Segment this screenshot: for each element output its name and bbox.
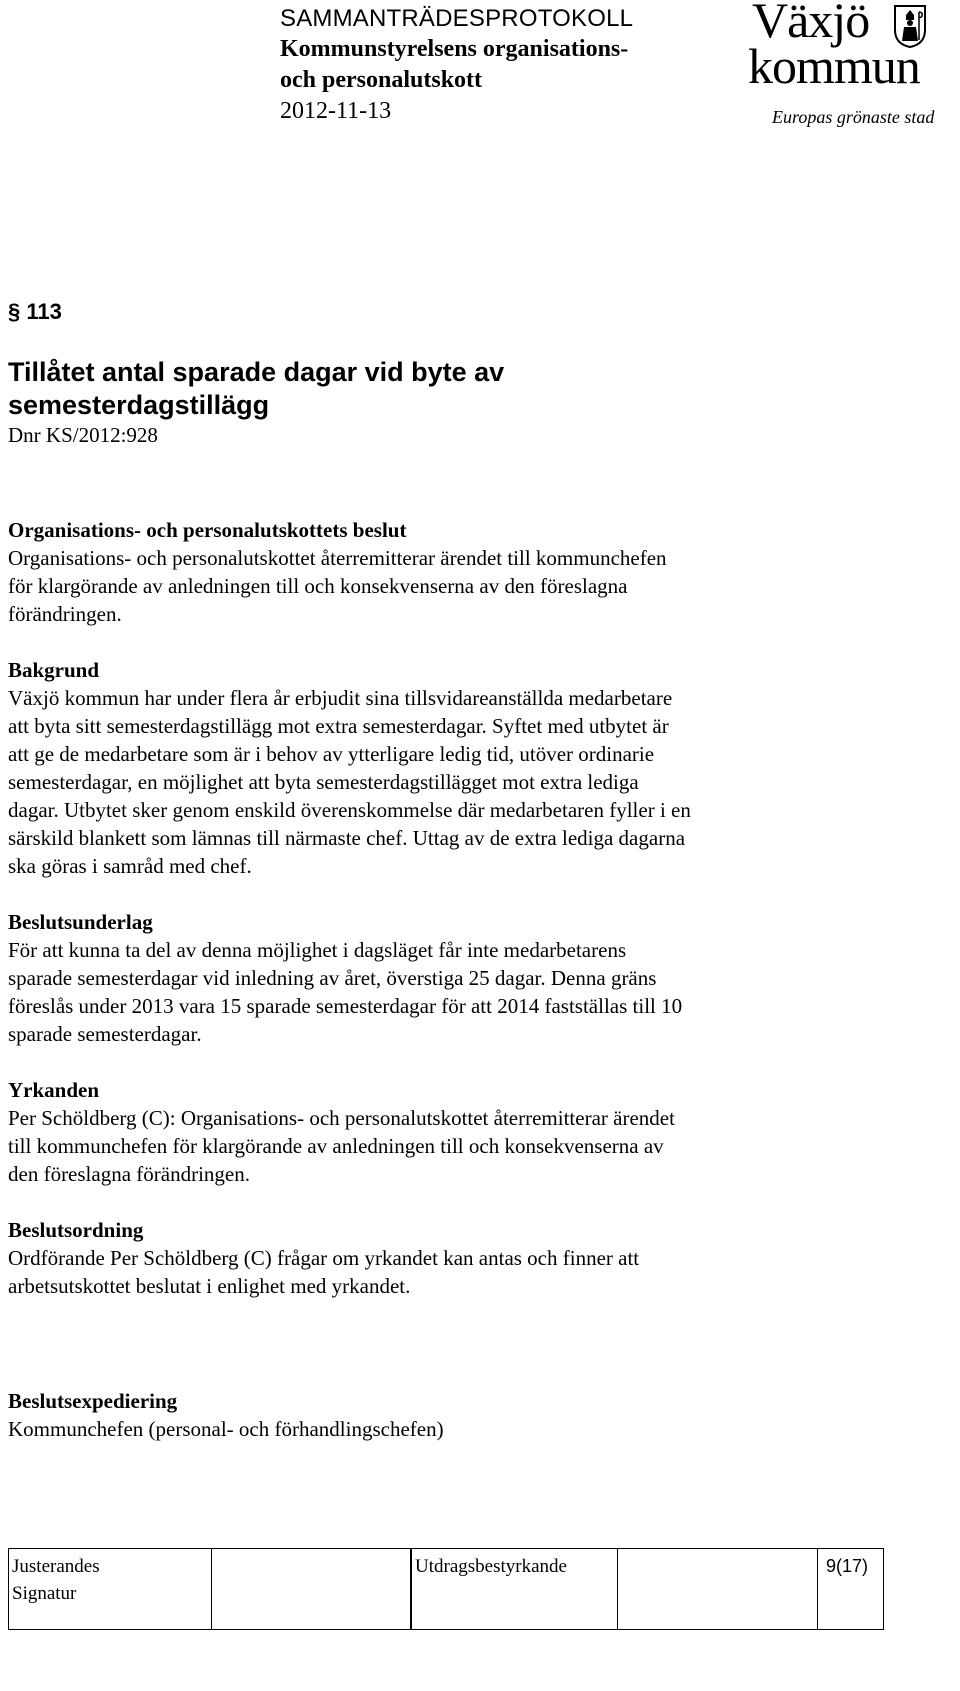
section-number: § 113: [8, 299, 62, 324]
text-line: Ordförande Per Schöldberg (C) frågar om yrkandet kan antas och finner att: [8, 1246, 640, 1270]
section-heading: Beslutsordning: [8, 1218, 144, 1242]
text-line: att ge de medarbetare som är i behov av ytterligare ledig tid, utöver ordinarie: [8, 742, 655, 766]
text-line: Per Schöldberg (C): Organisations- och personalutskottet återremitterar ärendet: [8, 1106, 675, 1130]
document-header: [280, 4, 700, 127]
committee-name-line1: Kommunstyrelsens organisations-: [280, 36, 629, 62]
matter-title-line1: Tillåtet antal sparade dagar vid byte av: [8, 357, 505, 387]
text-line: Organisations- och personalutskottet återremitterar ärendet till kommunchefen: [8, 546, 667, 570]
signature-cell: [211, 1549, 411, 1629]
signatur-label: Signatur: [12, 1583, 77, 1604]
logo-tagline: Europas grönaste stad: [772, 107, 935, 127]
page-number: 9(17): [826, 1556, 869, 1576]
signatory-cell: [9, 1549, 211, 1629]
text-line: för klargörande av anledningen till och konsekvenserna av den föreslagna: [8, 574, 628, 598]
decision-section: [8, 516, 938, 628]
justerandes-label: Justerandes: [12, 1556, 100, 1577]
certification-signature-cell: [618, 1549, 818, 1629]
vaxjo-kommun-logo: [748, 0, 960, 135]
text-line: särskild blankett som lämnas till närmaste chef. Uttag av de extra lediga dagarna: [8, 826, 686, 850]
logo-name-line1: Växjö: [752, 0, 870, 48]
text-line: föreslås under 2013 vara 15 sparade semesterdagar för att 2014 fastställas till 10: [8, 994, 683, 1018]
dispatch-section: [8, 1387, 938, 1443]
text-line: till kommunchefen för klargörande av anledningen till och konsekvenserna av: [8, 1134, 664, 1158]
text-line: För att kunna ta del av denna möjlighet i dagsläget får inte medarbetarens: [8, 938, 627, 962]
matter-title-line2: semesterdagstillägg: [8, 390, 270, 420]
logo-name-line2: kommun: [748, 38, 920, 94]
protocol-title: SAMMANTRÄDESPROTOKOLL: [280, 5, 634, 32]
utdragsbestyrkande-label: Utdragsbestyrkande: [415, 1556, 567, 1577]
text-line: sparade semesterdagar vid inledning av året, överstiga 25 dagar. Denna gräns: [8, 966, 657, 990]
background-section: [8, 656, 938, 880]
motions-section: [8, 1076, 938, 1188]
page-number-cell: [818, 1549, 883, 1629]
text-line: att byta sitt semesterdagstillägg mot extra semesterdagar. Syftet med utbytet är: [8, 714, 669, 738]
section-heading: Beslutsexpediering: [8, 1389, 178, 1413]
text-line: den föreslagna förändringen.: [8, 1162, 250, 1186]
text-line: semesterdagar, en möjlighet att byta semesterdagstillägget mot extra lediga: [8, 770, 639, 794]
text-line: Kommunchefen (personal- och förhandlingschefen): [8, 1417, 444, 1441]
text-line: förändringen.: [8, 602, 122, 626]
text-line: Växjö kommun har under flera år erbjudit sina tillsvidareanställda medarbetare: [8, 686, 673, 710]
meeting-date: 2012-11-13: [280, 98, 392, 124]
protocol-body: [8, 292, 938, 1443]
decision-procedure-section: [8, 1216, 938, 1300]
signature-table: [8, 1548, 884, 1630]
diary-number: Dnr KS/2012:928: [8, 423, 158, 447]
text-line: dagar. Utbytet sker genom enskild överenskommelse där medarbetaren fyller i en: [8, 798, 691, 822]
text-line: ska göras i samråd med chef.: [8, 854, 252, 878]
text-line: arbetsutskottet beslutat i enlighet med yrkandet.: [8, 1274, 411, 1298]
committee-name-line2: och personalutskott: [280, 67, 483, 93]
section-heading: Yrkanden: [8, 1078, 100, 1102]
extract-certification-cell: [411, 1549, 618, 1629]
section-heading: Beslutsunderlag: [8, 910, 153, 934]
decision-basis-section: [8, 908, 938, 1048]
text-line: sparade semesterdagar.: [8, 1022, 202, 1046]
section-heading: Organisations- och personalutskottets beslut: [8, 518, 407, 542]
section-heading: Bakgrund: [8, 658, 100, 682]
